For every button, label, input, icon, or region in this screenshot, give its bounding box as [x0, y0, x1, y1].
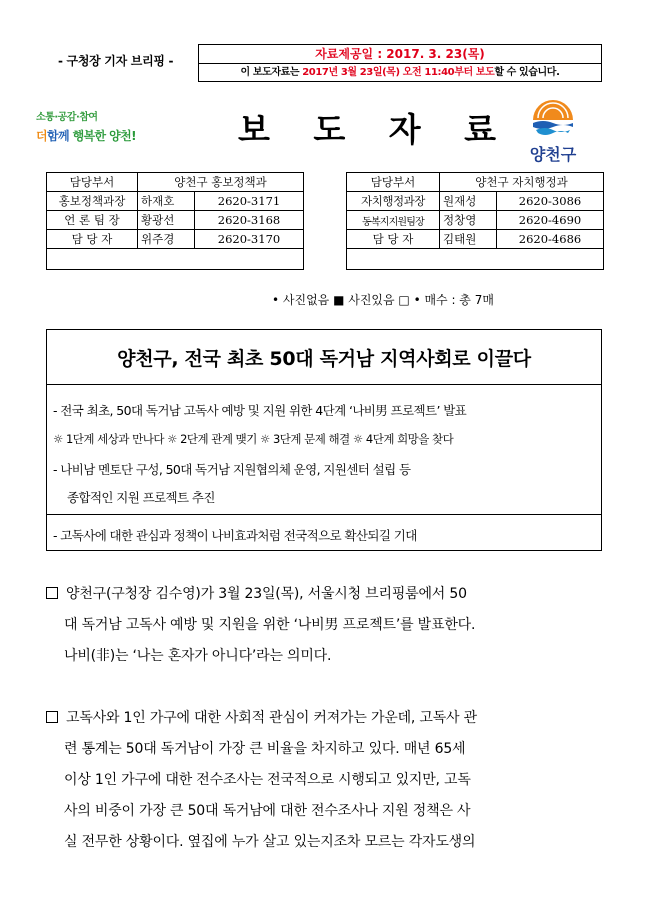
table-cell: 양천구 홍보정책과 — [138, 173, 304, 192]
para-text: 고독사와 1인 가구에 대한 사회적 관심이 커져가는 가운데, 고독사 관 — [66, 710, 477, 726]
table-cell: 담 당 자 — [47, 230, 138, 249]
table-row — [47, 173, 304, 192]
notice-prefix: 이 보도자료는 — [240, 67, 303, 78]
subheading-4: - 고독사에 대한 관심과 정책이 나비효과처럼 전국적으로 확산되길 기대 — [53, 528, 417, 543]
table-row — [47, 192, 304, 211]
para-line — [46, 703, 602, 734]
table-cell: 원재성 — [440, 192, 497, 211]
subheading-2: ☼ 1단계 세상과 만나다 ☼ 2단계 관계 맺기 ☼ 3단계 문제 해결 ☼ 4단계 희망을 찾다 — [53, 432, 454, 446]
briefing-label: - 구청장 기자 브리핑 - — [58, 54, 174, 68]
subheading-1: - 전국 최초, 50대 독거남 고독사 예방 및 지원 위한 4단계 ‘나비男 프로젝트’ 발표 — [53, 403, 467, 418]
table-row — [347, 249, 604, 270]
table-cell: 2620-4690 — [497, 211, 604, 230]
table-cell: 2620-3171 — [195, 192, 304, 211]
table-cell: 동복지지원팀장 — [347, 211, 440, 230]
table-cell: 2620-3086 — [497, 192, 604, 211]
table-row — [347, 230, 604, 249]
table-row — [47, 249, 304, 270]
paragraph-1 — [46, 579, 602, 672]
para-line: 사의 비중이 가장 큰 50대 독거남에 대한 전수조사나 지원 정책은 사 — [64, 803, 471, 819]
table-cell: 하재호 — [138, 192, 195, 211]
para-line: 대 독거남 고독사 예방 및 지원을 위한 ‘나비男 프로젝트’를 발표한다. — [64, 617, 476, 633]
press-release-title: 보 도 자 료 — [238, 110, 512, 149]
slogan-top: 소통·공감·참여 — [36, 112, 98, 123]
table-cell: 홍보정책과장 — [47, 192, 138, 211]
para-line — [46, 579, 602, 610]
headline-box — [46, 329, 602, 551]
table-cell: 2620-3170 — [195, 230, 304, 249]
district-slogan — [36, 108, 196, 152]
slogan-orange: 더 — [36, 129, 47, 143]
release-date: 자료제공일 : 2017. 3. 23(목) — [199, 45, 601, 64]
table-cell: 김태원 — [440, 230, 497, 249]
checkbox-bullet-icon — [46, 711, 58, 723]
photo-and-page-count: • 사진없음 ■ 사진있음 □ • 매수 : 총 7매 — [272, 293, 494, 307]
para-line: 나비(非)는 ‘나는 혼자가 아니다’라는 의미다. — [64, 648, 332, 664]
para-text: 양천구(구청장 김수영)가 3월 23일(목), 서울시청 브리핑룸에서 50 — [66, 586, 467, 602]
slogan-blue: 함께 — [47, 129, 73, 143]
table-cell — [347, 249, 604, 270]
para-line: 실 전무한 상황이다. 옆집에 누가 살고 있는지조차 모르는 각자도생의 — [64, 834, 476, 850]
table-cell: 담당부서 — [347, 173, 440, 192]
table-cell: 자치행정과장 — [347, 192, 440, 211]
table-cell: 정창영 — [440, 211, 497, 230]
table-cell: 황광선 — [138, 211, 195, 230]
slogan-green: 행복한 양천! — [72, 129, 136, 143]
table-cell: 2620-3168 — [195, 211, 304, 230]
slogan-bottom — [36, 127, 196, 144]
divider — [47, 384, 601, 385]
para-line: 이상 1인 가구에 대한 전수조사는 전국적으로 시행되고 있지만, 고독 — [64, 772, 471, 788]
checkbox-bullet-icon — [46, 587, 58, 599]
table-cell: 담 당 자 — [347, 230, 440, 249]
notice-time: 2017년 3월 23일(목) 오전 11:40부터 보도 — [302, 67, 495, 78]
divider — [47, 514, 601, 515]
table-row — [347, 211, 604, 230]
table-row — [347, 173, 604, 192]
logo-emblem-icon — [530, 96, 576, 136]
notice-suffix: 할 수 있습니다. — [494, 67, 560, 78]
table-cell: 언 론 팀 장 — [47, 211, 138, 230]
release-info-box — [198, 44, 602, 82]
table-cell: 담당부서 — [47, 173, 138, 192]
table-cell: 양천구 자치행정과 — [440, 173, 604, 192]
yangcheon-logo — [523, 96, 583, 166]
table-row — [47, 211, 304, 230]
para-line: 련 통계는 50대 독거남이 가장 큰 비율을 차지하고 있다. 매년 65세 — [64, 741, 466, 757]
release-notice — [199, 64, 601, 82]
paragraph-2 — [46, 703, 602, 858]
table-row — [47, 230, 304, 249]
table-row — [347, 192, 604, 211]
subheading-3-cont: 종합적인 지원 프로젝트 추진 — [67, 490, 215, 505]
table-cell: 2620-4686 — [497, 230, 604, 249]
subheading-3: - 나비남 멘토단 구성, 50대 독거남 지원협의체 운영, 지원센터 설립 등 — [53, 462, 411, 477]
contact-table-right — [346, 172, 604, 270]
contact-table-left — [46, 172, 304, 270]
headline: 양천구, 전국 최초 50대 독거남 지역사회로 이끌다 — [117, 348, 531, 370]
table-cell — [47, 249, 304, 270]
table-cell: 위주경 — [138, 230, 195, 249]
logo-text: 양천구 — [529, 145, 577, 164]
